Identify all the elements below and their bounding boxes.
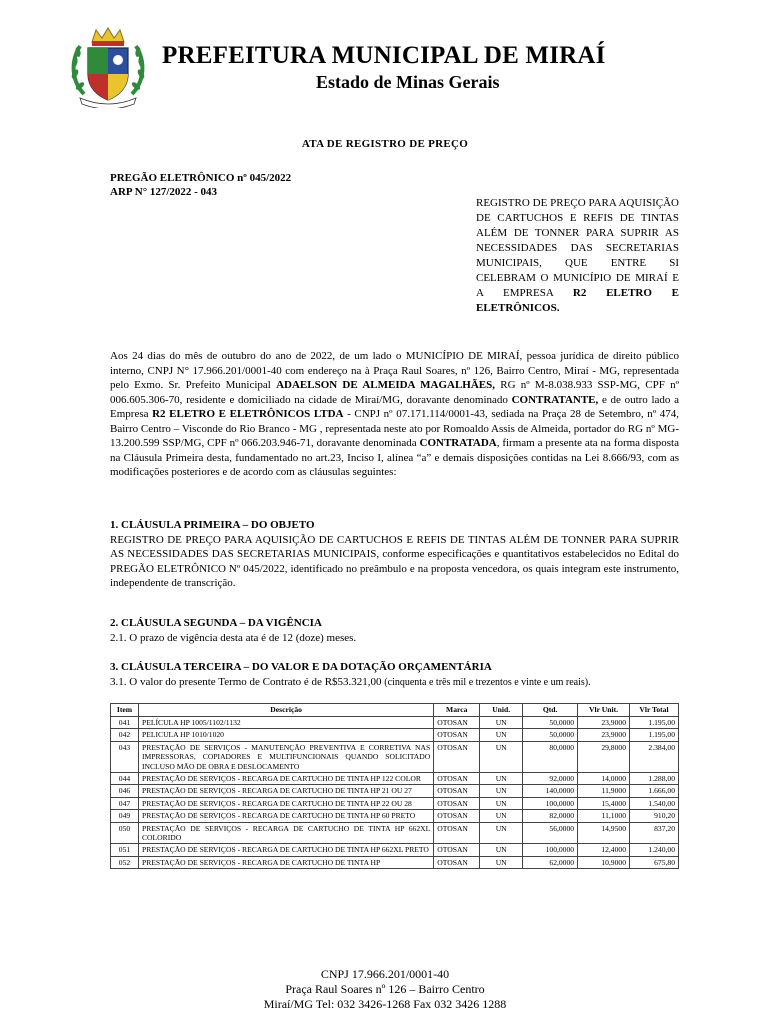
cell-brand: OTOSAN bbox=[434, 717, 480, 729]
col-item-header: Item bbox=[111, 704, 139, 717]
cell-unit: UN bbox=[480, 856, 523, 868]
clause-1-title: 1. CLÁUSULA PRIMEIRA – DO OBJETO bbox=[110, 519, 315, 531]
cell-item: 052 bbox=[111, 856, 139, 868]
table-row bbox=[111, 856, 679, 868]
cell-unit-price: 11,1000 bbox=[578, 810, 630, 822]
intro-text: - CNPJ nº 07.171.114/0001-43, sediada na Praça 28 de Setembro, nº 474, Bairro Centro – Visconde do Rio Branco - MG , representada neste ato por Romoaldo Assis de Almeida, portador do RG nº MG-13.200.599 SSP/MG, CPF nº 066.203.946-71, doravante denominada bbox=[110, 408, 679, 449]
cell-qty: 50,0000 bbox=[523, 729, 578, 741]
document-title: ATA DE REGISTRO DE PREÇO bbox=[301, 138, 469, 150]
cell-unit: UN bbox=[480, 785, 523, 797]
cell-item: 046 bbox=[111, 785, 139, 797]
cell-total: 837,20 bbox=[630, 822, 679, 844]
col-qty-header: Qtd. bbox=[523, 704, 578, 717]
cell-desc: PRESTAÇÃO DE SERVIÇOS - RECARGA DE CARTUCHO DE TINTA HP 60 PRETO bbox=[138, 810, 433, 822]
cell-unit: UN bbox=[480, 729, 523, 741]
cell-desc: PRESTAÇÃO DE SERVIÇOS - RECARGA DE CARTUCHO DE TINTA HP bbox=[138, 856, 433, 868]
cell-unit: UN bbox=[480, 741, 523, 772]
col-total-header: Vlr Total bbox=[630, 704, 679, 717]
clause-3 bbox=[110, 660, 679, 690]
cell-total: 1.195,00 bbox=[630, 717, 679, 729]
cell-total: 1.195,00 bbox=[630, 729, 679, 741]
cell-unit-price: 14,0000 bbox=[578, 773, 630, 785]
table-row bbox=[111, 822, 679, 844]
cell-unit-price: 23,9000 bbox=[578, 717, 630, 729]
cell-unit-price: 15,4000 bbox=[578, 797, 630, 809]
cell-qty: 92,0000 bbox=[523, 773, 578, 785]
cell-brand: OTOSAN bbox=[434, 856, 480, 868]
cell-desc: PRESTAÇÃO DE SERVIÇOS - RECARGA DE CARTUCHO DE TINTA HP 662XL COLORIDO bbox=[138, 822, 433, 844]
cell-item: 050 bbox=[111, 822, 139, 844]
table-row bbox=[111, 844, 679, 856]
page-footer bbox=[0, 967, 770, 1012]
cell-brand: OTOSAN bbox=[434, 810, 480, 822]
cell-unit-price: 23,9000 bbox=[578, 729, 630, 741]
cell-brand: OTOSAN bbox=[434, 773, 480, 785]
cell-brand: OTOSAN bbox=[434, 785, 480, 797]
footer-cnpj: CNPJ 17.966.201/0001-40 bbox=[320, 967, 450, 981]
cell-item: 041 bbox=[111, 717, 139, 729]
footer-address: Praça Raul Soares nº 126 – Bairro Centro bbox=[285, 982, 485, 996]
col-unit-price-header: Vlr Unit. bbox=[578, 704, 630, 717]
cell-unit-price: 14,9500 bbox=[578, 822, 630, 844]
cell-item: 043 bbox=[111, 741, 139, 772]
cell-total: 1.240,00 bbox=[630, 844, 679, 856]
summary-text: REGISTRO DE PREÇO PARA AQUISIÇÃO DE CARTUCHOS E REFIS DE TINTAS ALÉM DE TONNER PARA SUPRIR AS NECESSIDADES DAS SECRETARIAS MUNICIPAIS, QUE ENTRE SI CELEBRAM O MUNICÍPIO DE MIRAÍ E A EMPRESA bbox=[476, 197, 679, 299]
items-table-body bbox=[111, 717, 679, 869]
cell-brand: OTOSAN bbox=[434, 729, 480, 741]
table-row bbox=[111, 773, 679, 785]
cell-unit: UN bbox=[480, 717, 523, 729]
clause-2-text: 2.1. O prazo de vigência desta ata é de 12 (doze) meses. bbox=[110, 631, 357, 644]
table-row bbox=[111, 785, 679, 797]
items-table bbox=[110, 703, 679, 869]
page-title: PREFEITURA MUNICIPAL DE MIRAÍ bbox=[162, 42, 606, 69]
table-row bbox=[111, 810, 679, 822]
mayor-name: ADAELSON DE ALMEIDA MAGALHÃES, bbox=[276, 379, 495, 391]
cell-qty: 100,0000 bbox=[523, 844, 578, 856]
table-row bbox=[111, 729, 679, 741]
document-summary bbox=[476, 196, 679, 316]
page-header bbox=[66, 24, 716, 110]
clause-1 bbox=[110, 518, 679, 591]
cell-unit-price: 29,8000 bbox=[578, 741, 630, 772]
cell-brand: OTOSAN bbox=[434, 822, 480, 844]
cell-unit: UN bbox=[480, 844, 523, 856]
cell-brand: OTOSAN bbox=[434, 741, 480, 772]
cell-item: 047 bbox=[111, 797, 139, 809]
cell-desc: PELICULA HP 1010/1020 bbox=[138, 729, 433, 741]
cell-qty: 56,0000 bbox=[523, 822, 578, 844]
cell-qty: 80,0000 bbox=[523, 741, 578, 772]
intro-text: e de outro lado a Empresa bbox=[110, 393, 679, 420]
document-references bbox=[110, 171, 291, 199]
summary-company: R2 ELETRO E ELETRÔNICOS. bbox=[476, 287, 679, 314]
table-row bbox=[111, 797, 679, 809]
intro-text: , firmam a presente ata na forma disposta na Cláusula Primeira desta, fundamentado no art.23, Inciso I, alínea “a” e demais disposições contidas na Lei 8.666/93, com as modificações posteriores e de acordo com as cláusulas seguintes: bbox=[110, 437, 679, 478]
page-subtitle: Estado de Minas Gerais bbox=[316, 72, 500, 92]
cell-desc: PRESTAÇÃO DE SERVIÇOS - MANUTENÇÃO PREVENTIVA E CORRETIVA NAS IMPRESSORAS, COPIADORES E MULTIFUNCIONAIS QUANDO SOLICITADO INCLUSO MÃO DE OBRA E DESLOCAMENTO bbox=[138, 741, 433, 772]
cell-qty: 82,0000 bbox=[523, 810, 578, 822]
intro-paragraph bbox=[110, 349, 679, 480]
contratante-label: CONTRATANTE, bbox=[511, 393, 599, 406]
contratada-label: CONTRATADA bbox=[419, 437, 497, 449]
clause-2 bbox=[110, 616, 679, 645]
clause-2-title: 2. CLÁUSULA SEGUNDA – DA VIGÊNCIA bbox=[110, 617, 322, 629]
cell-brand: OTOSAN bbox=[434, 797, 480, 809]
clause-3-text: 3.1. O valor do presente Termo de Contrato é de R$53.321,00 bbox=[110, 675, 385, 688]
cell-item: 051 bbox=[111, 844, 139, 856]
cell-qty: 62,0000 bbox=[523, 856, 578, 868]
cell-desc: PRESTAÇÃO DE SERVIÇOS - RECARGA DE CARTUCHO DE TINTA HP 21 OU 27 bbox=[138, 785, 433, 797]
cell-unit: UN bbox=[480, 773, 523, 785]
cell-total: 675,80 bbox=[630, 856, 679, 868]
cell-brand: OTOSAN bbox=[434, 844, 480, 856]
cell-unit-price: 12,4000 bbox=[578, 844, 630, 856]
cell-item: 044 bbox=[111, 773, 139, 785]
table-header-row bbox=[111, 704, 679, 717]
cell-unit: UN bbox=[480, 797, 523, 809]
clause-3-title: 3. CLÁUSULA TERCEIRA – DO VALOR E DA DOTAÇÃO ORÇAMENTÁRIA bbox=[110, 661, 492, 673]
cell-total: 1.288,00 bbox=[630, 773, 679, 785]
clause-3-amount-words: (cinquenta e três mil e trezentos e vinte e um reais). bbox=[384, 676, 591, 688]
cell-total: 1.540,00 bbox=[630, 797, 679, 809]
table-row bbox=[111, 717, 679, 729]
col-unit-header: Unid. bbox=[480, 704, 523, 717]
municipal-coat-of-arms-icon bbox=[66, 24, 150, 108]
cell-unit-price: 11,9000 bbox=[578, 785, 630, 797]
cell-desc: PRESTAÇÃO DE SERVIÇOS - RECARGA DE CARTUCHO DE TINTA HP 122 COLOR bbox=[138, 773, 433, 785]
col-brand-header: Marca bbox=[434, 704, 480, 717]
company-name: R2 ELETRO E ELETRÔNICOS LTDA bbox=[152, 408, 344, 420]
cell-qty: 100,0000 bbox=[523, 797, 578, 809]
pregao-reference: PREGÃO ELETRÔNICO nº 045/2022 bbox=[110, 172, 292, 184]
cell-desc: PELÍCULA HP 1005/1102/1132 bbox=[138, 717, 433, 729]
cell-total: 2.384,00 bbox=[630, 741, 679, 772]
clause-1-text: REGISTRO DE PREÇO PARA AQUISIÇÃO DE CARTUCHOS E REFIS DE TINTAS ALÉM DE TONNER PARA SUPRIR AS NECESSIDADES DAS SECRETARIAS MUNICIPAIS, conforme especificações e quantitativos estabelecidos no Edital do PREGÃO ELETRÔNICO Nº 045/2022, identificado no preâmbulo e na proposta vencedora, os quais integram este instrumento, independente de transcrição. bbox=[110, 533, 679, 589]
intro-text: RG nº M-8.038.933 SSP-MG, CPF nº 006.605.306-70, residente e domiciliado na cidade de Miraí/MG, doravante denominado bbox=[110, 379, 679, 406]
cell-unit: UN bbox=[480, 822, 523, 844]
cell-item: 042 bbox=[111, 729, 139, 741]
cell-desc: PRESTAÇÃO DE SERVIÇOS - RECARGA DE CARTUCHO DE TINTA HP 662XL PRETO bbox=[138, 844, 433, 856]
cell-qty: 50,0000 bbox=[523, 717, 578, 729]
cell-qty: 140,0000 bbox=[523, 785, 578, 797]
cell-item: 049 bbox=[111, 810, 139, 822]
cell-desc: PRESTAÇÃO DE SERVIÇOS - RECARGA DE CARTUCHO DE TINTA HP 22 OU 28 bbox=[138, 797, 433, 809]
cell-unit-price: 10,9000 bbox=[578, 856, 630, 868]
col-desc-header: Descrição bbox=[138, 704, 433, 717]
intro-text: Aos 24 dias do mês de outubro do ano de 2022, de um lado o MUNICÍPIO DE MIRAÍ, pessoa jurídica de direito público interno, CNPJ N° 17.966.201/0001-40 com endereço na à Praça Raul Soares, nº 126, Bairro Centro, Miraí - MG, representada pelo Exmo. Sr. Prefeito Municipal bbox=[110, 350, 679, 391]
cell-unit: UN bbox=[480, 810, 523, 822]
arp-reference: ARP N° 127/2022 - 043 bbox=[110, 186, 218, 198]
cell-total: 1.666,00 bbox=[630, 785, 679, 797]
table-row bbox=[111, 741, 679, 772]
cell-total: 910,20 bbox=[630, 810, 679, 822]
footer-contact: Miraí/MG Tel: 032 3426-1268 Fax 032 3426 1288 bbox=[263, 997, 507, 1011]
